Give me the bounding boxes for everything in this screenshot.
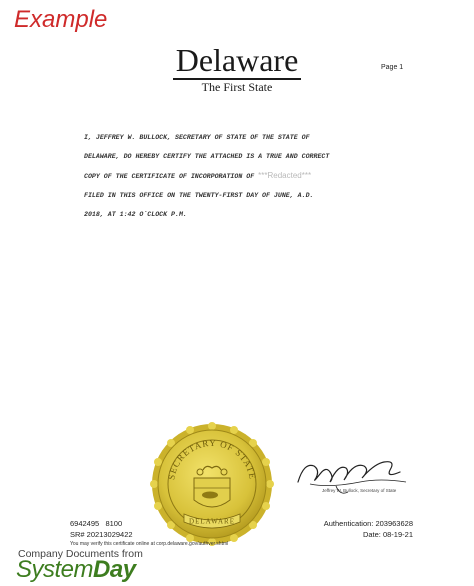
- seal-banner-text: DELAWARE: [189, 517, 235, 526]
- sr-number: SR# 20213029422: [70, 530, 133, 539]
- authentication-block: [300, 518, 413, 540]
- certification-line-2: DELAWARE, DO HEREBY CERTIFY THE ATTACHED IS A TRUE AND CORRECT: [84, 153, 330, 160]
- certificate-date: Date: 08-19-21: [362, 530, 413, 539]
- certification-line-1: I, JEFFREY W. BULLOCK, SECRETARY OF STATE OF THE STATE OF: [84, 134, 310, 141]
- page-number: Page 1: [381, 64, 404, 71]
- state-title: [0, 43, 474, 80]
- example-label: Example: [14, 6, 108, 33]
- brand-part-1: System: [16, 556, 94, 583]
- signature-icon: [290, 452, 412, 502]
- state-seal-icon: [150, 422, 274, 546]
- certification-line-5: 2018, AT 1:42 O`CLOCK P.M.: [84, 211, 187, 218]
- certification-line-4: FILED IN THIS OFFICE ON THE TWENTY-FIRST DAY OF JUNE, A.D.: [84, 192, 314, 199]
- filing-numbers: [70, 518, 133, 540]
- brand-watermark: [16, 556, 136, 584]
- verify-note: You may verify this certificate online at corp.delaware.gov/authver.shtml: [70, 541, 229, 547]
- certification-line-3-text: COPY OF THE CERTIFICATE OF INCORPORATION OF: [84, 173, 255, 180]
- certification-line-3: [84, 166, 404, 186]
- redacted-company-name: ***Redacted***: [258, 171, 312, 180]
- seal-arc-text: SECRETARY OF STATE: [166, 437, 258, 481]
- authentication-number: Authentication: 203963628: [323, 519, 413, 528]
- watermark-line: Company Documents from: [18, 548, 143, 560]
- file-number: 6942495 8100: [70, 519, 123, 528]
- signature-caption: Jeffrey W. Bullock, Secretary of State: [322, 488, 397, 493]
- state-motto: The First State: [201, 80, 273, 94]
- state-title-text: Delaware: [173, 43, 302, 80]
- certification-text: [84, 128, 404, 224]
- brand-part-2: Day: [93, 556, 136, 583]
